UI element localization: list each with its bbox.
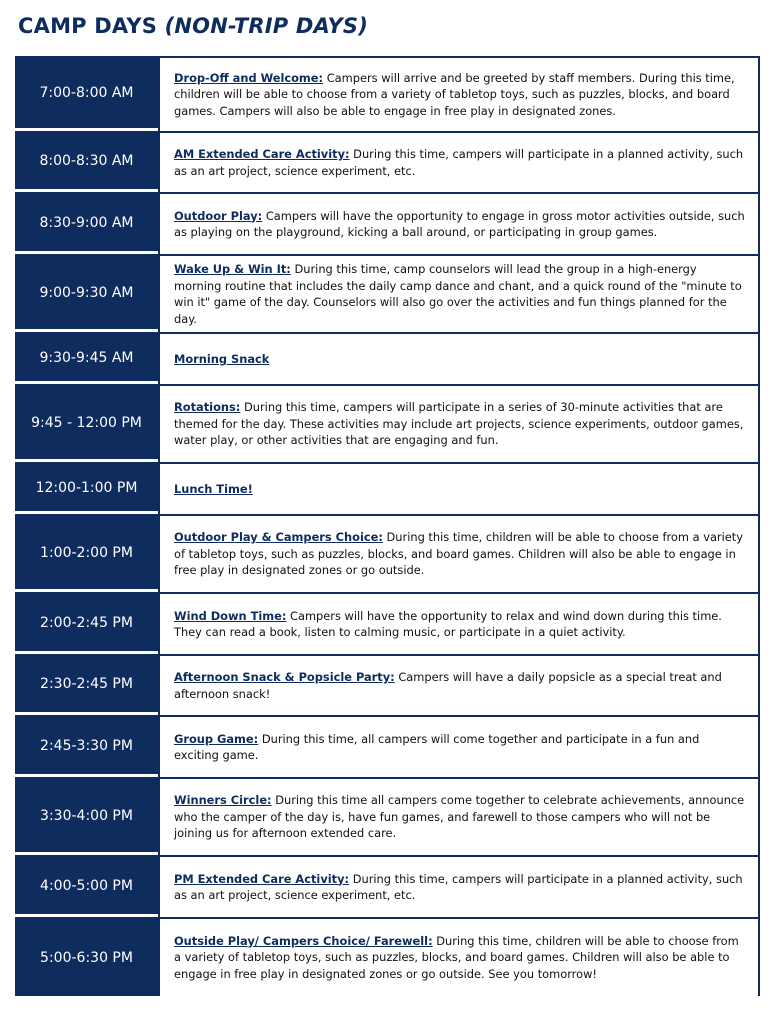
activity-text: During this time, campers will participate in a planned activity, such as an art project, science experiment, etc. — [174, 147, 744, 178]
time-cell: 12:00-1:00 PM — [15, 464, 158, 514]
schedule-table — [15, 56, 760, 996]
page-title-main: CAMP DAYS — [18, 14, 165, 38]
time-cell: 1:00-2:00 PM — [15, 516, 158, 592]
description-cell — [158, 857, 760, 917]
time-cell: 8:30-9:00 AM — [15, 194, 158, 254]
time-cell: 7:00-8:00 AM — [15, 58, 158, 131]
activity-label: Wind Down Time: — [174, 608, 287, 623]
activity-label: Outdoor Play: — [174, 208, 263, 223]
activity-label: AM Extended Care Activity: — [174, 147, 350, 161]
description-cell — [158, 779, 760, 855]
schedule-row — [15, 516, 760, 594]
schedule-row — [15, 194, 760, 256]
activity-text: During this time, camp counselors will lead the group in a high-energy morning routine that includes the daily camp dance and chant, and a quick round of the "minute to win it" game of the day. Counselors will also go over the activities and fun things planned for the day. — [174, 262, 742, 326]
schedule-row — [15, 464, 760, 516]
activity-text: Campers will have the opportunity to engage in gross motor activities outside, such as playing on the playground, kicking a ball around, or participating in group games. — [174, 208, 745, 239]
page-title-italic: (NON-TRIP DAYS) — [164, 14, 369, 38]
activity-label: Wake Up & Win It: — [174, 262, 291, 276]
activity-label: Lunch Time! — [174, 481, 253, 496]
activity-label: PM Extended Care Activity: — [174, 871, 350, 886]
description-cell — [158, 386, 760, 462]
time-cell: 9:45 - 12:00 PM — [15, 386, 158, 462]
activity-label: Afternoon Snack & Popsicle Party: — [174, 670, 395, 684]
description-cell — [158, 464, 760, 514]
description-cell — [158, 256, 760, 332]
schedule-row — [15, 717, 760, 779]
schedule-row — [15, 594, 760, 656]
time-cell: 5:00-6:30 PM — [15, 919, 158, 996]
activity-text: During this time, children will be able to choose from a variety of tabletop toys, such as puzzles, blocks, and board games. Children will also be able to engage in free play in designated zones or go outside. See you tomorrow! — [174, 933, 739, 981]
activity-text: During this time, all campers will come together and participate in a fun and exciting game. — [174, 731, 700, 762]
activity-text: During this time, campers will participate in a series of 30-minute activities that are themed for the day. These activities may include art projects, science experiments, outdoor games, water play, or other activities that are engaging and fun. — [174, 400, 744, 448]
activity-label: Drop-Off and Welcome: — [174, 70, 324, 85]
schedule-row — [15, 56, 760, 133]
time-cell: 9:00-9:30 AM — [15, 256, 158, 332]
description-cell — [158, 194, 760, 254]
activity-text: During this time, children will be able to choose from a variety of tabletop toys, such as puzzles, blocks, and board games. Children will also be able to engage in free play in designated zones or go outside. — [174, 530, 743, 578]
activity-label: Winners Circle: — [174, 793, 272, 808]
activity-text: Campers will have the opportunity to relax and wind down during this time. They can read a book, listen to calming music, or participate in a quiet activity. — [174, 608, 722, 639]
activity-text: During this time, campers will participate in a planned activity, such as an art project, science experiment, etc. — [174, 871, 743, 902]
page-title — [18, 14, 368, 38]
description-cell — [158, 919, 760, 996]
activity-text: Campers will arrive and be greeted by staff members. During this time, children will be able to choose from a variety of tabletop toys, such as puzzles, blocks, and board games. Campers will also be able to engage in free play in designated zones. — [174, 70, 735, 118]
description-cell — [158, 133, 760, 192]
time-cell: 2:00-2:45 PM — [15, 594, 158, 654]
schedule-row — [15, 919, 760, 996]
description-cell — [158, 594, 760, 654]
time-cell: 9:30-9:45 AM — [15, 334, 158, 384]
schedule-row — [15, 334, 760, 386]
time-cell: 2:45-3:30 PM — [15, 717, 158, 777]
activity-text: Campers will have a daily popsicle as a special treat and afternoon snack! — [174, 670, 722, 701]
schedule-row — [15, 133, 760, 194]
schedule-row — [15, 656, 760, 717]
schedule-row — [15, 386, 760, 464]
time-cell: 3:30-4:00 PM — [15, 779, 158, 855]
activity-text: During this time all campers come together to celebrate achievements, announce who the camper of the day is, have fun games, and farewell to those campers who will not be joining us for afternoon extended care. — [174, 793, 745, 841]
schedule-row — [15, 857, 760, 919]
time-cell: 8:00-8:30 AM — [15, 133, 158, 192]
activity-label: Morning Snack — [174, 351, 270, 366]
description-cell — [158, 516, 760, 592]
schedule-row — [15, 256, 760, 334]
activity-label: Outdoor Play & Campers Choice: — [174, 530, 383, 545]
activity-label: Group Game: — [174, 731, 259, 746]
time-cell: 2:30-2:45 PM — [15, 656, 158, 715]
description-cell — [158, 717, 760, 777]
description-cell — [158, 656, 760, 715]
activity-label: Outside Play/ Campers Choice/ Farewell: — [174, 933, 433, 948]
time-cell: 4:00-5:00 PM — [15, 857, 158, 917]
description-cell — [158, 58, 760, 131]
schedule-row — [15, 779, 760, 857]
activity-label: Rotations: — [174, 400, 241, 415]
description-cell — [158, 334, 760, 384]
